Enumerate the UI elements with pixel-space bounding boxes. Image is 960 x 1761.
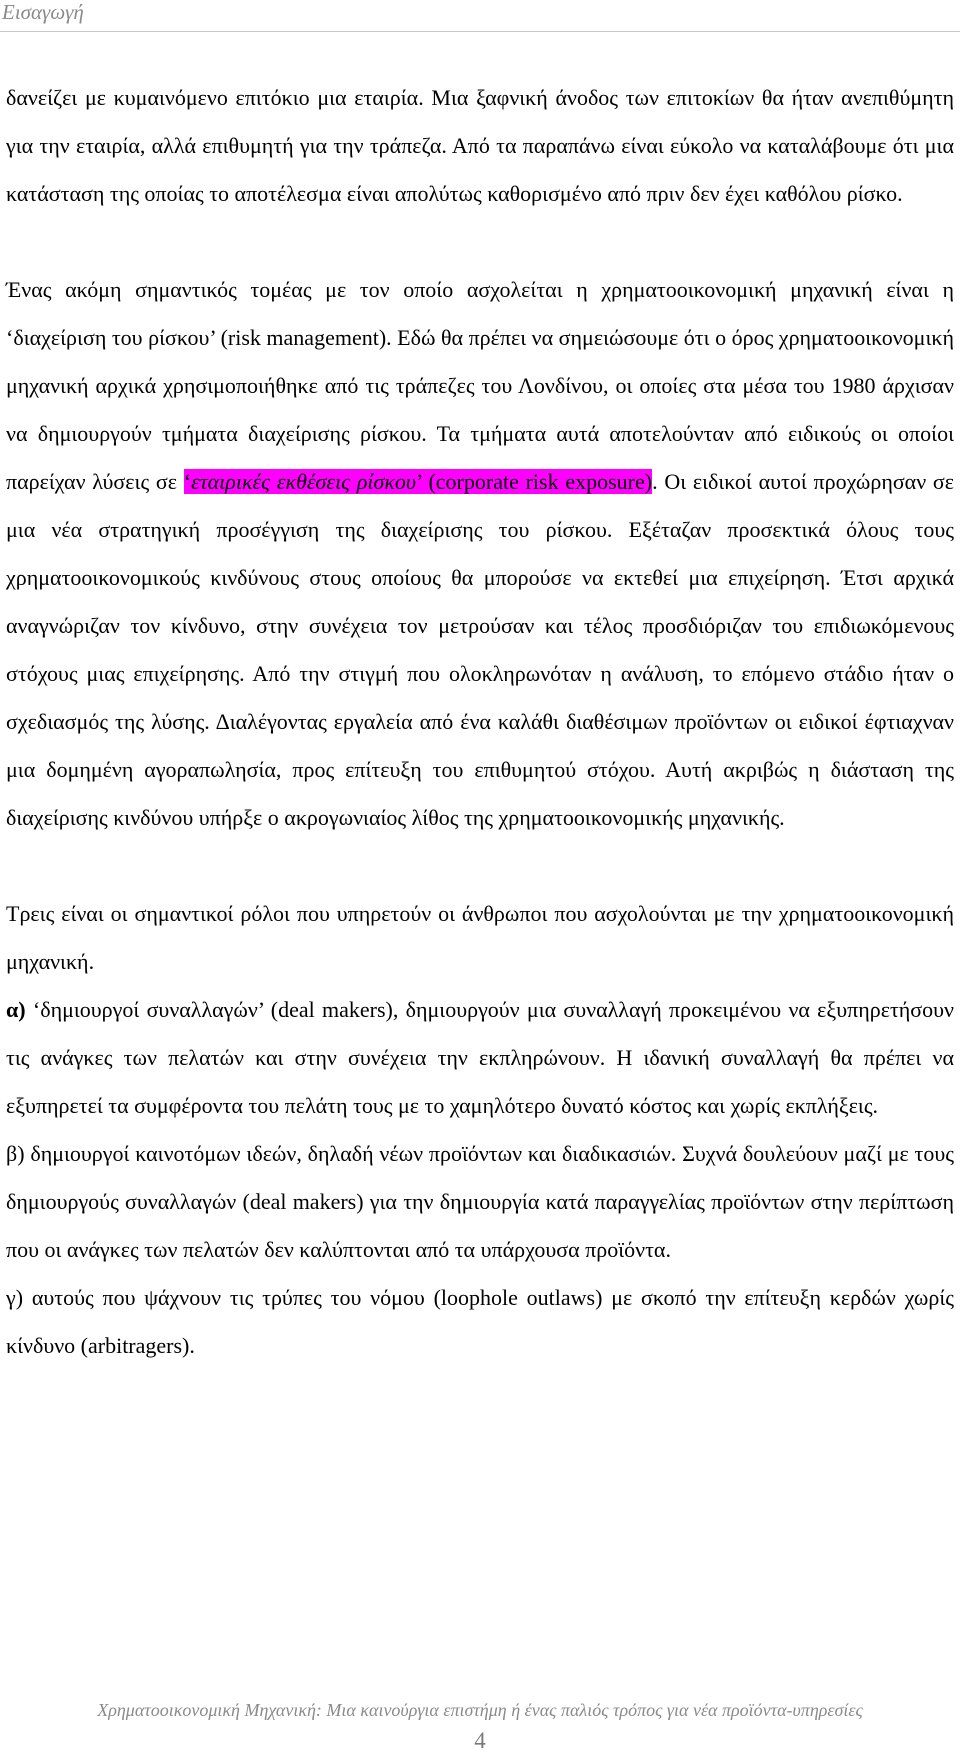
- list-item-a: [6, 986, 954, 1130]
- list-item-c: γ) αυτούς που ψάχνουν τις τρύπες του νόμου (loophole outlaws) με σκοπό την επίτευξη κερδών χωρίς κίνδυνο (arbitragers).: [6, 1285, 954, 1358]
- list-item-a-text: ‘δημιουργοί συναλλαγών’ (deal makers), δημιουργούν μια συναλλαγή προκειμένου να εξυπηρετήσουν τις ανάγκες των πελατών και στην συνέχεια την εκπληρώνουν. Η ιδανική συναλλαγή θα πρέπει να εξυπηρετεί τα συμφέροντα του πελάτη τους με το χαμηλότερο δυνατό κόστος και χωρίς εκπλήξεις.: [6, 997, 954, 1118]
- paragraph-3: Τρεις είναι οι σημαντικοί ρόλοι που υπηρετούν οι άνθρωποι που ασχολούνται με την χρηματοοικονομική μηχανική.: [6, 901, 954, 974]
- document-body: [6, 74, 954, 1370]
- list-item-b: β) δημιουργοί καινοτόμων ιδεών, δηλαδή νέων προϊόντων και διαδικασιών. Συχνά δουλεύουν μαζί με τους δημιουργούς συναλλαγών (deal makers) για την δημιουργία κατά παραγγελίας προϊόντων στην περίπτωση που οι ανάγκες των πελατών δεν καλύπτονται από τα υπάρχουσα προϊόντα.: [6, 1141, 954, 1262]
- page-number: 4: [474, 1728, 486, 1753]
- paragraph-1: δανείζει με κυμαινόμενο επιτόκιο μια εταιρία. Μια ξαφνική άνοδος των επιτοκίων θα ήταν ανεπιθύμητη για την εταιρία, αλλά επιθυμητή για την τράπεζα. Από τα παραπάνω είναι εύκολο να καταλάβουμε ότι μια κατάσταση της οποίας το αποτέλεσμα είναι απολύτως καθορισμένο από πριν δεν έχει καθόλου ρίσκο.: [6, 85, 954, 206]
- highlight-quote-open: ‘: [183, 469, 192, 494]
- highlight-rest: ’ (corporate risk exposure): [416, 469, 653, 494]
- paragraph-2: [6, 266, 954, 842]
- header-title: Εισαγωγή: [2, 0, 84, 24]
- footer-title: Χρηματοοικονομική Μηχανική: Μια καινούργια επιστήμη ή ένας παλιός τρόπος για νέα προϊόντα-υπηρεσίες: [97, 1700, 863, 1720]
- paragraph-2-text-before: Ένας ακόμη σημαντικός τομέας με τον οποίο ασχολείται η χρηματοοικονομική μηχανική είναι η ‘διαχείριση του ρίσκου’ (risk management). Εδώ θα πρέπει να σημειώσουμε ότι ο όρος χρηματοοικονομική μηχανική αρχικά χρησιμοποιήθηκε από τις τράπεζες του Λονδίνου, οι οποίες στα μέσα του 1980 άρχισαν να δημιουργούν τμήματα διαχείρισης ρίσκου. Τα τμήματα αυτά αποτελούνταν από ειδικούς οι οποίοι παρείχαν λύσεις σε: [6, 277, 954, 494]
- paragraph-2-text-after: . Οι ειδικοί αυτοί προχώρησαν σε μια νέα στρατηγική προσέγγιση της διαχείρισης του ρίσκου. Εξέταζαν προσεκτικά όλους τους χρηματοοικονομικούς κινδύνους στους οποίους θα μπορούσε να εκτεθεί μια επιχείρηση. Έτσι αρχικά αναγνώριζαν τον κίνδυνο, στην συνέχεια τον μετρούσαν και τέλος προσδιόριζαν του επιδιωκόμενους στόχους μιας επιχείρησης. Από την στιγμή που ολοκληρωνόταν η ανάλυση, το επόμενο στάδιο ήταν ο σχεδιασμός της λύσης. Διαλέγοντας εργαλεία από ένα καλάθι διαθέσιμων προϊόντων οι ειδικοί έφτιαχναν μια δομημένη αγοραπωλησία, προς επίτευξη του επιθυμητού στόχου. Αυτή ακριβώς η διάσταση της διαχείρισης κινδύνου υπήρξε ο ακρογωνιαίος λίθος της χρηματοοικονομικής μηχανικής.: [6, 469, 954, 830]
- page-header: [0, 0, 960, 32]
- highlight-italic-term: εταιρικές εκθέσεις ρίσκου: [191, 469, 417, 494]
- list-item-a-label: α): [6, 997, 26, 1022]
- highlighted-term: [184, 469, 652, 494]
